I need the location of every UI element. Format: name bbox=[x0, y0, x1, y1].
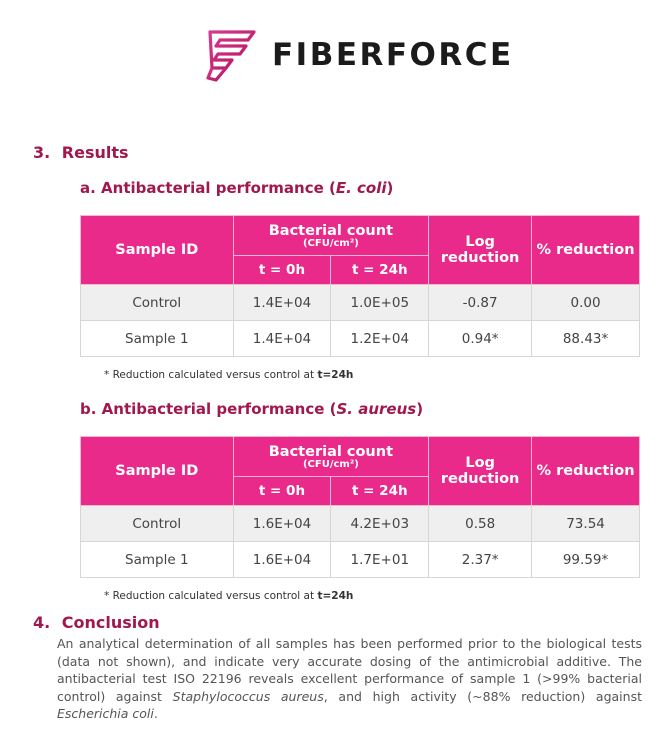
cell-t0: 1.4E+04 bbox=[233, 285, 331, 321]
header-t24: t = 24h bbox=[331, 477, 429, 506]
header-t0: t = 0h bbox=[233, 256, 331, 285]
organism-name: S. aureus bbox=[336, 400, 417, 418]
subheading-saureus bbox=[80, 400, 423, 418]
header-log-line2: reduction bbox=[440, 471, 520, 487]
header-log-reduction bbox=[429, 437, 532, 506]
header-bacterial-count bbox=[233, 216, 429, 256]
cell-sample: Sample 1 bbox=[81, 542, 234, 578]
cell-t0: 1.4E+04 bbox=[233, 321, 331, 357]
cell-sample: Control bbox=[81, 506, 234, 542]
conclusion-text-1: An analytical determination of all samples has been performed prior to the biological tests (data not shown), and indicate very accurate dosing of the antimicrobial additive. The antibacterial test ISO 22196 reveals excellent performance of sample 1 (>99% bacterial control) against bbox=[57, 636, 642, 704]
section-number: 4. bbox=[33, 613, 51, 632]
table-row bbox=[81, 285, 640, 321]
subheading-prefix: a. Antibacterial performance ( bbox=[80, 179, 336, 197]
cell-sample: Sample 1 bbox=[81, 321, 234, 357]
cell-sample: Control bbox=[81, 285, 234, 321]
header-log-line1: Log bbox=[465, 234, 495, 250]
cell-t24: 4.2E+03 bbox=[331, 506, 429, 542]
cell-log: -0.87 bbox=[429, 285, 532, 321]
cell-t24: 1.7E+01 bbox=[331, 542, 429, 578]
organism-name: Escherichia coli bbox=[57, 706, 154, 721]
table-row bbox=[81, 506, 640, 542]
header-bacterial-count-label: Bacterial count bbox=[268, 222, 394, 239]
section-heading-conclusion bbox=[33, 613, 160, 632]
header-sample-id: Sample ID bbox=[81, 437, 234, 506]
brand-logo bbox=[202, 26, 514, 84]
footnote-text: * Reduction calculated versus control at bbox=[104, 369, 318, 381]
header-sample-id: Sample ID bbox=[81, 216, 234, 285]
footnote-saureus bbox=[104, 590, 353, 602]
cell-t0: 1.6E+04 bbox=[233, 506, 331, 542]
header-log-line1: Log bbox=[465, 455, 495, 471]
subheading-ecoli bbox=[80, 179, 393, 197]
organism-name: E. coli bbox=[335, 179, 387, 197]
cell-pct: 88.43* bbox=[532, 321, 640, 357]
cell-pct: 73.54 bbox=[532, 506, 640, 542]
cell-t24: 1.2E+04 bbox=[331, 321, 429, 357]
cell-pct: 99.59* bbox=[532, 542, 640, 578]
section-title: Results bbox=[61, 143, 129, 162]
header-log-line2: reduction bbox=[440, 250, 520, 266]
footnote-ecoli bbox=[104, 369, 353, 381]
conclusion-text-3: . bbox=[153, 706, 158, 721]
footnote-bold: t=24h bbox=[317, 369, 354, 381]
cell-t0: 1.6E+04 bbox=[233, 542, 331, 578]
conclusion-text-2: , and high activity (~88% reduction) against bbox=[323, 688, 642, 704]
header-pct-reduction: % reduction bbox=[532, 437, 640, 506]
results-table-ecoli bbox=[80, 215, 640, 357]
header-bacterial-count-label: Bacterial count bbox=[268, 443, 394, 460]
table-row bbox=[81, 321, 640, 357]
header-unit: (CFU/cm²) bbox=[302, 458, 359, 470]
header-pct-reduction: % reduction bbox=[532, 216, 640, 285]
cell-log: 0.58 bbox=[429, 506, 532, 542]
footnote-text: * Reduction calculated versus control at bbox=[104, 590, 318, 602]
header-bacterial-count bbox=[233, 437, 429, 477]
brand-name: FIBERFORCE bbox=[272, 37, 514, 73]
cell-pct: 0.00 bbox=[532, 285, 640, 321]
subheading-prefix: b. Antibacterial performance ( bbox=[80, 400, 337, 418]
fiberforce-logo-icon bbox=[202, 26, 262, 84]
results-table-saureus bbox=[80, 436, 640, 578]
organism-name: Staphylococcus aureus bbox=[172, 688, 324, 704]
header-t24: t = 24h bbox=[331, 256, 429, 285]
section-heading-results bbox=[33, 143, 129, 162]
subheading-suffix: ) bbox=[416, 400, 424, 418]
conclusion-paragraph bbox=[57, 635, 642, 723]
header-log-reduction bbox=[429, 216, 532, 285]
section-title: Conclusion bbox=[61, 613, 160, 632]
cell-log: 0.94* bbox=[429, 321, 532, 357]
header-unit: (CFU/cm²) bbox=[302, 237, 359, 249]
cell-log: 2.37* bbox=[429, 542, 532, 578]
header-t0: t = 0h bbox=[233, 477, 331, 506]
subheading-suffix: ) bbox=[386, 179, 394, 197]
cell-t24: 1.0E+05 bbox=[331, 285, 429, 321]
footnote-bold: t=24h bbox=[317, 590, 354, 602]
table-row bbox=[81, 542, 640, 578]
section-number: 3. bbox=[33, 143, 51, 162]
